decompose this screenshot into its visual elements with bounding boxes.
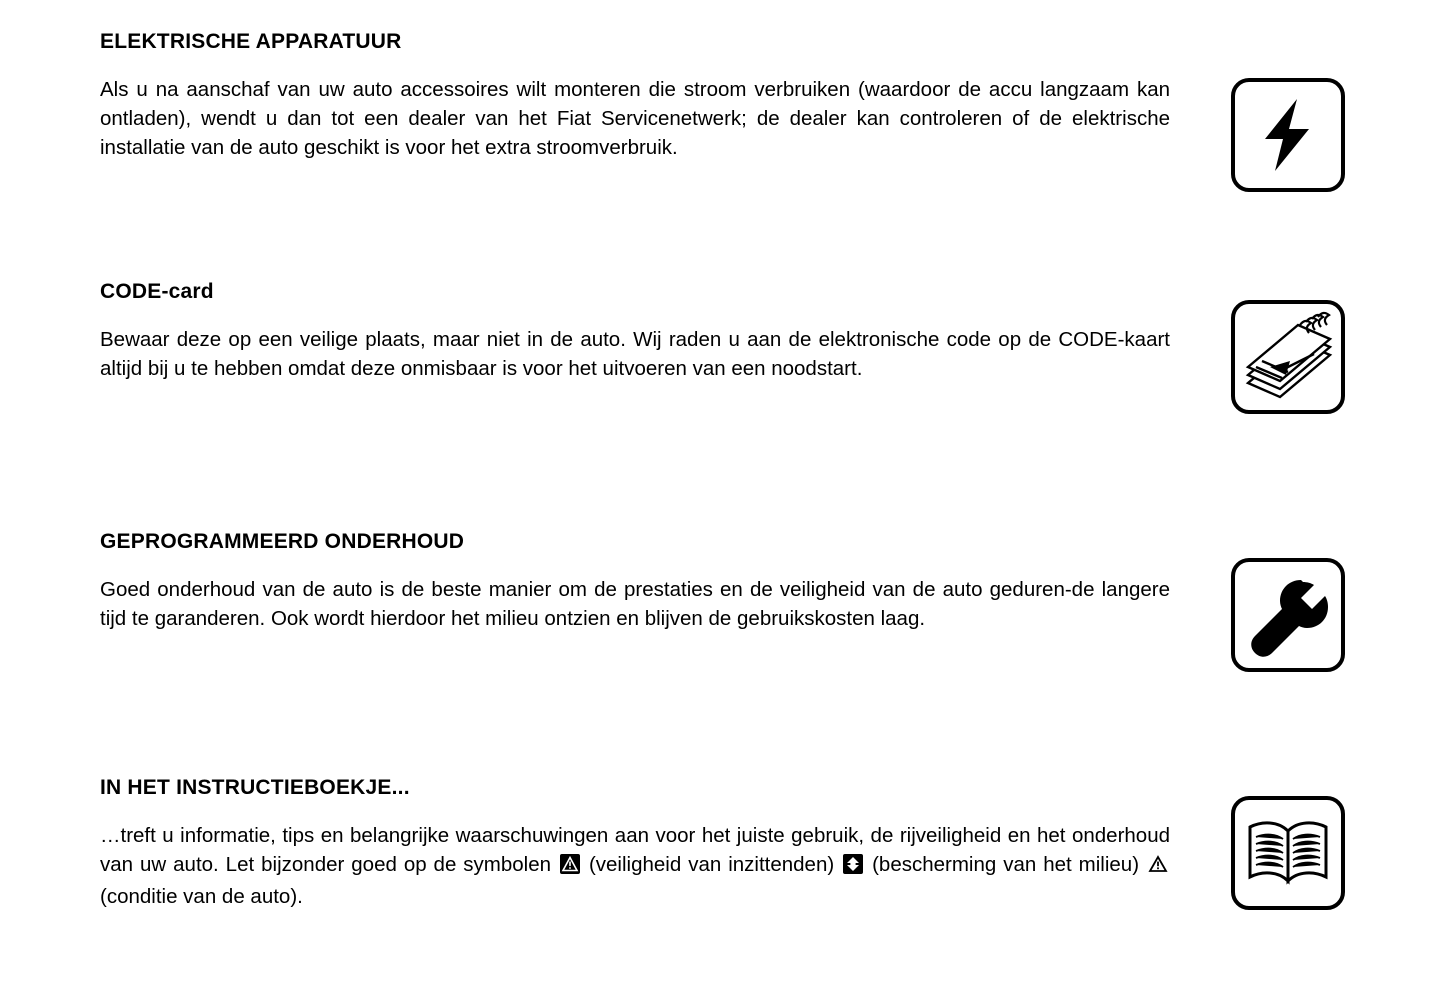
section-heading: ELEKTRISCHE APPARATUUR (100, 30, 402, 53)
section-body-part-2: (veiligheid van inzittenden) (588, 853, 835, 877)
section-heading: IN HET INSTRUCTIEBOEKJE... (100, 776, 410, 799)
open-book-icon (1231, 796, 1345, 910)
section-scheduled-maintenance (100, 530, 1345, 776)
wrench-icon (1231, 558, 1345, 672)
section-heading: GEPROGRAMMEERD ONDERHOUD (100, 530, 465, 553)
lightning-bolt-icon (1231, 78, 1345, 192)
section-in-the-handbook (100, 776, 1345, 976)
section-body: Als u na aanschaf van uw auto accessoires wilt monteren die stroom verbruiken (waardoor de accu langzaam kan ontladen), wendt u dan tot een dealer van het Fiat Servicenetwerk; de dealer kan controleren of de elektrische installatie van de auto geschikt is voor het extra stroomverbruik. (100, 78, 1170, 160)
code-card-icon (1231, 300, 1345, 414)
occupant-safety-warning-icon (560, 853, 580, 882)
section-body-part-1: …treft u informatie, tips en belangrijke waarschuwingen aan voor het juiste gebruik, de rijveiligheid en het onderhoud van uw auto. Let bijzonder goed op de symbolen (100, 824, 1170, 877)
vehicle-condition-warning-icon (1148, 853, 1168, 882)
section-body-part-4: (conditie van de auto). (100, 885, 303, 909)
section-heading: CODE-card (100, 280, 214, 303)
section-electrical-equipment (100, 30, 1345, 280)
section-body: Goed onderhoud van de auto is de beste manier om de prestaties en de veiligheid van de auto geduren-de langere tijd te garanderen. Ook wordt hierdoor het milieu ontzien en blijven de gebruikskosten laag. (100, 578, 1170, 631)
section-body (100, 821, 1170, 911)
environment-protection-icon (843, 853, 863, 882)
section-body-part-3: (bescherming van het milieu) (872, 853, 1140, 877)
section-body: Bewaar deze op een veilige plaats, maar niet in de auto. Wij raden u aan de elektronische code op de CODE-kaart altijd bij u te hebben omdat deze onmisbaar is voor het uitvoeren van een noodstart. (100, 328, 1170, 381)
section-code-card (100, 280, 1345, 530)
